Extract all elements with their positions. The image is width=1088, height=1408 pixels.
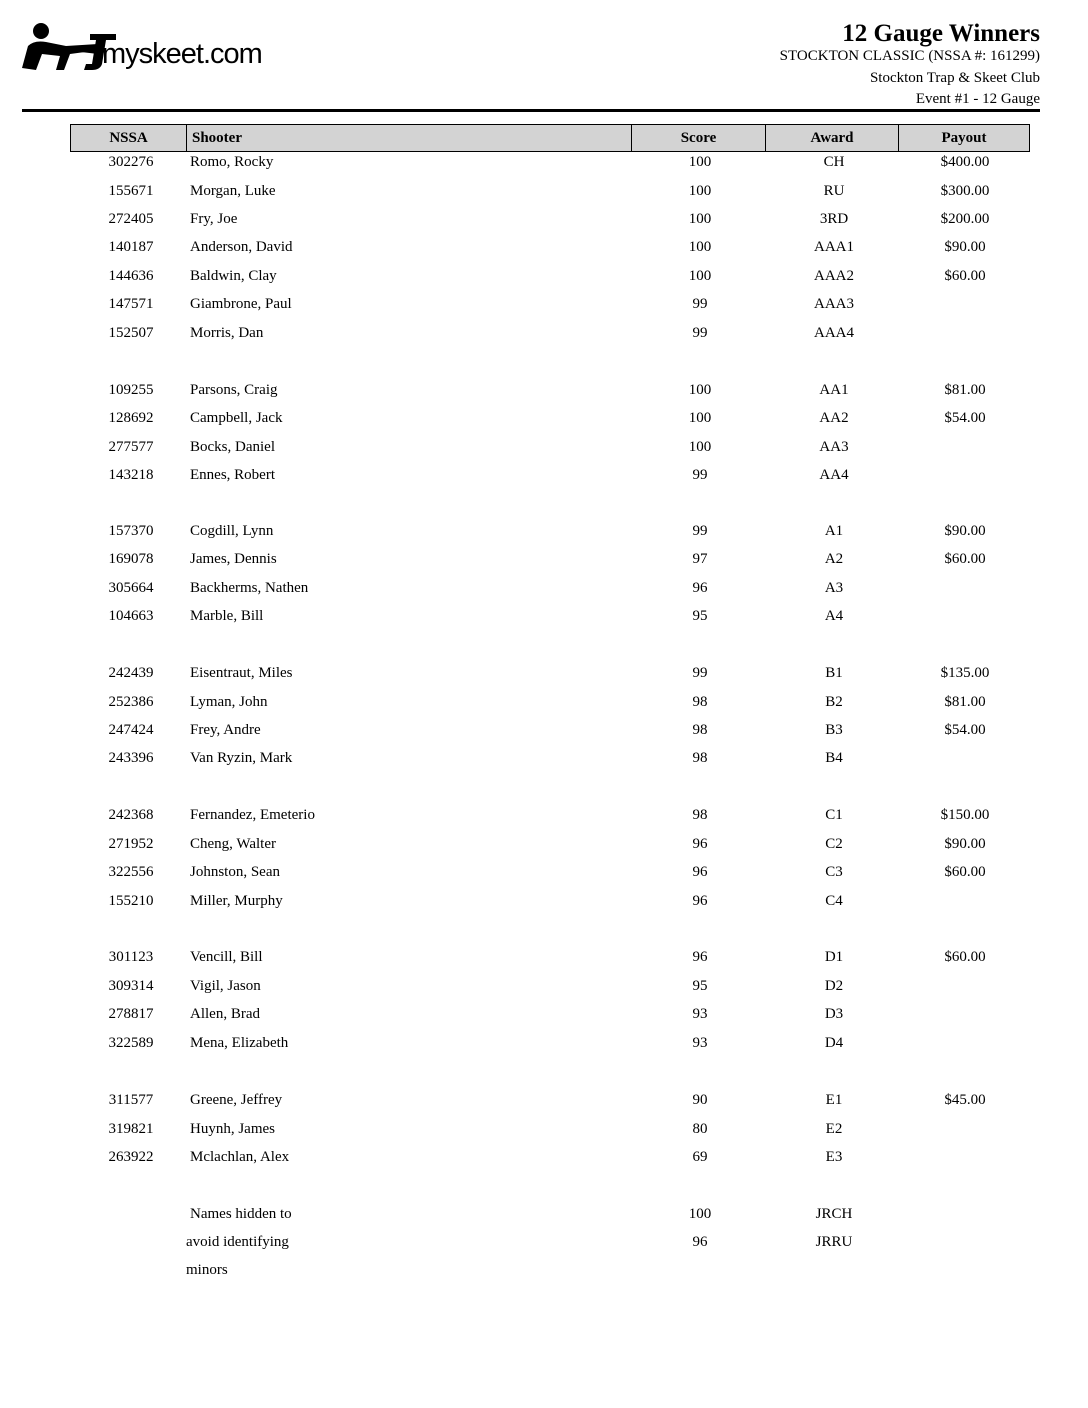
cell-shooter: Miller, Murphy [190,893,283,909]
cell-award: C1 [825,807,843,823]
cell-nssa: 271952 [108,836,154,852]
cell-shooter: Fry, Joe [190,211,238,227]
cell-shooter: Fernandez, Emeterio [190,807,315,823]
cell-award: A1 [824,523,844,539]
cell-nssa: 302276 [108,154,154,170]
cell-award: 3RD [819,211,849,227]
cell-shooter: Huynh, James [190,1121,275,1137]
table-row [70,551,1030,573]
cell-award: AA4 [819,467,849,483]
cell-shooter: Backherms, Nathen [190,580,309,596]
cell-award: C4 [825,893,843,909]
table-header [70,124,1030,152]
cell-payout: $135.00 [940,665,990,681]
club-name: Stockton Trap & Skeet Club [869,70,1040,86]
cell-score: 96 [692,580,708,596]
table-row [70,836,1030,858]
table-row [70,665,1030,687]
column-header-award: Award [765,125,898,151]
cell-shooter: Names hidden to [190,1206,292,1222]
myskeet-logo [20,20,260,80]
cell-score: 99 [692,467,708,483]
cell-award: A2 [824,551,844,567]
cell-shooter: Giambrone, Paul [190,296,292,312]
cell-score: 96 [692,949,708,965]
header-divider [22,109,1040,112]
table-row [70,1035,1030,1057]
cell-shooter: Cheng, Walter [190,836,276,852]
cell-nssa: 242439 [108,665,154,681]
cell-payout: $54.00 [944,410,986,426]
table-row [70,154,1030,176]
cell-award: AAA4 [814,325,854,341]
cell-payout: $90.00 [944,836,986,852]
cell-nssa: 157370 [108,523,154,539]
table-row [70,1149,1030,1171]
cell-nssa: 319821 [108,1121,154,1137]
table-row [70,1234,1030,1256]
table-row [70,864,1030,886]
cell-nssa: 128692 [108,410,154,426]
cell-score: 80 [692,1121,708,1137]
cell-score: 100 [688,410,712,426]
cell-nssa: 263922 [108,1149,154,1165]
cell-score: 99 [692,325,708,341]
table-row [70,439,1030,461]
cell-payout: $90.00 [944,239,986,255]
cell-nssa: 311577 [108,1092,154,1108]
cell-award: B1 [825,665,843,681]
cell-score: 100 [688,382,712,398]
page-title: 12 Gauge Winners [842,20,1040,47]
cell-payout: $60.00 [944,949,986,965]
cell-nssa: 322589 [108,1035,154,1051]
cell-award: CH [823,154,845,170]
cell-score: 100 [688,183,712,199]
table-row [70,296,1030,318]
cell-award: A3 [824,580,844,596]
table-row [70,410,1030,432]
column-header-shooter: Shooter [186,125,631,151]
cell-shooter: Ennes, Robert [190,467,275,483]
table-row [70,382,1030,404]
cell-award: E2 [825,1121,843,1137]
cell-shooter: Johnston, Sean [190,864,280,880]
table-row [70,239,1030,261]
cell-nssa: 309314 [108,978,154,994]
cell-award: D2 [824,978,844,994]
table-row [70,949,1030,971]
cell-shooter: Morris, Dan [190,325,264,341]
cell-award: C3 [825,864,843,880]
cell-score: 90 [692,1092,708,1108]
cell-shooter: Anderson, David [190,239,293,255]
cell-score: 96 [692,893,708,909]
cell-score: 95 [692,608,708,624]
cell-nssa: 242368 [108,807,154,823]
event-label: Event #1 - 12 Gauge [915,91,1040,107]
cell-nssa: 322556 [108,864,154,880]
cell-payout: $60.00 [944,268,986,284]
cell-payout: $81.00 [944,382,986,398]
cell-award: E1 [825,1092,843,1108]
cell-award: B3 [825,722,843,738]
cell-award: D4 [824,1035,844,1051]
cell-score: 100 [688,154,712,170]
cell-payout: $60.00 [944,864,986,880]
cell-nssa: 278817 [108,1006,154,1022]
cell-nssa: 155671 [108,183,154,199]
cell-nssa: 143218 [108,467,154,483]
cell-score: 100 [688,211,712,227]
table-row [70,325,1030,347]
table-row [70,268,1030,290]
cell-payout: $90.00 [944,523,986,539]
table-row [70,807,1030,829]
cell-payout: $150.00 [940,807,990,823]
table-row [70,1206,1030,1228]
cell-nssa: 169078 [108,551,154,567]
cell-nssa: 272405 [108,211,154,227]
cell-shooter: avoid identifying [186,1234,289,1250]
cell-shooter: Bocks, Daniel [190,439,275,455]
cell-score: 100 [688,239,712,255]
cell-score: 98 [692,750,708,766]
cell-score: 99 [692,296,708,312]
cell-shooter: Eisentraut, Miles [190,665,293,681]
cell-nssa: 152507 [108,325,154,341]
table-row [70,722,1030,744]
cell-score: 95 [692,978,708,994]
cell-payout: $200.00 [940,211,990,227]
cell-nssa: 243396 [108,750,154,766]
cell-nssa: 144636 [108,268,154,284]
cell-shooter: Allen, Brad [190,1006,260,1022]
cell-score: 96 [692,836,708,852]
cell-award: AA3 [819,439,849,455]
cell-shooter: Campbell, Jack [190,410,283,426]
cell-nssa: 301123 [108,949,154,965]
cell-shooter: Van Ryzin, Mark [190,750,293,766]
cell-score: 96 [692,1234,708,1250]
event-name: STOCKTON CLASSIC (NSSA #: 161299) [779,48,1040,64]
cell-score: 99 [692,523,708,539]
cell-score: 100 [688,439,712,455]
cell-payout: $81.00 [944,694,986,710]
cell-score: 100 [688,268,712,284]
table-row [70,893,1030,915]
cell-award: B4 [825,750,843,766]
cell-score: 96 [692,864,708,880]
cell-score: 93 [692,1006,708,1022]
cell-award: AAA2 [814,268,854,284]
cell-payout: $54.00 [944,722,986,738]
cell-score: 93 [692,1035,708,1051]
cell-nssa: 305664 [108,580,154,596]
cell-score: 99 [692,665,708,681]
cell-shooter: Cogdill, Lynn [190,523,274,539]
cell-award: AAA3 [814,296,854,312]
cell-award: E3 [825,1149,843,1165]
cell-nssa: 140187 [108,239,154,255]
table-row [70,211,1030,233]
cell-nssa: 104663 [108,608,154,624]
cell-nssa: 277577 [108,439,154,455]
cell-payout: $400.00 [940,154,990,170]
cell-award: AA2 [819,410,849,426]
table-row [70,978,1030,1000]
cell-nssa: 252386 [108,694,154,710]
column-header-nssa: NSSA [109,130,148,146]
cell-award: AAA1 [814,239,854,255]
cell-award: D1 [824,949,844,965]
cell-shooter: Vencill, Bill [190,949,263,965]
cell-shooter: Morgan, Luke [190,183,276,199]
cell-score: 69 [692,1149,708,1165]
table-row [70,608,1030,630]
cell-award: C2 [825,836,843,852]
cell-nssa: 109255 [108,382,154,398]
cell-shooter: Parsons, Craig [190,382,278,398]
cell-award: D3 [824,1006,844,1022]
cell-score: 98 [692,694,708,710]
cell-shooter: Vigil, Jason [190,978,261,994]
cell-shooter: Greene, Jeffrey [190,1092,283,1108]
cell-shooter: Lyman, John [190,694,268,710]
cell-score: 100 [688,1206,712,1222]
table-row [70,523,1030,545]
footnote-text: minors [186,1262,228,1278]
cell-nssa: 155210 [108,893,154,909]
table-row [70,1092,1030,1114]
cell-award: AA1 [819,382,849,398]
table-row [70,1006,1030,1028]
cell-score: 98 [692,722,708,738]
cell-shooter: Romo, Rocky [190,154,274,170]
cell-payout: $45.00 [944,1092,986,1108]
cell-shooter: Baldwin, Clay [190,268,277,284]
table-row [70,750,1030,772]
cell-score: 97 [692,551,708,567]
cell-award: B2 [825,694,843,710]
table-row [70,580,1030,602]
cell-award: RU [823,183,845,199]
table-row [70,1121,1030,1143]
cell-shooter: Marble, Bill [190,608,264,624]
table-row [70,183,1030,205]
cell-shooter: James, Dennis [190,551,277,567]
cell-shooter: Mena, Elizabeth [190,1035,289,1051]
cell-nssa: 247424 [108,722,154,738]
cell-score: 98 [692,807,708,823]
table-row [70,694,1030,716]
logo-text: myskeet.com [102,38,262,70]
cell-nssa: 147571 [108,296,154,312]
cell-shooter: Frey, Andre [190,722,261,738]
column-header-score: Score [631,125,765,151]
table-row [70,467,1030,489]
cell-payout: $300.00 [940,183,990,199]
cell-award: A4 [824,608,844,624]
column-header-payout: Payout [898,125,1029,151]
cell-award: JRRU [815,1234,853,1250]
cell-award: JRCH [815,1206,853,1222]
cell-payout: $60.00 [944,551,986,567]
cell-shooter: Mclachlan, Alex [190,1149,290,1165]
